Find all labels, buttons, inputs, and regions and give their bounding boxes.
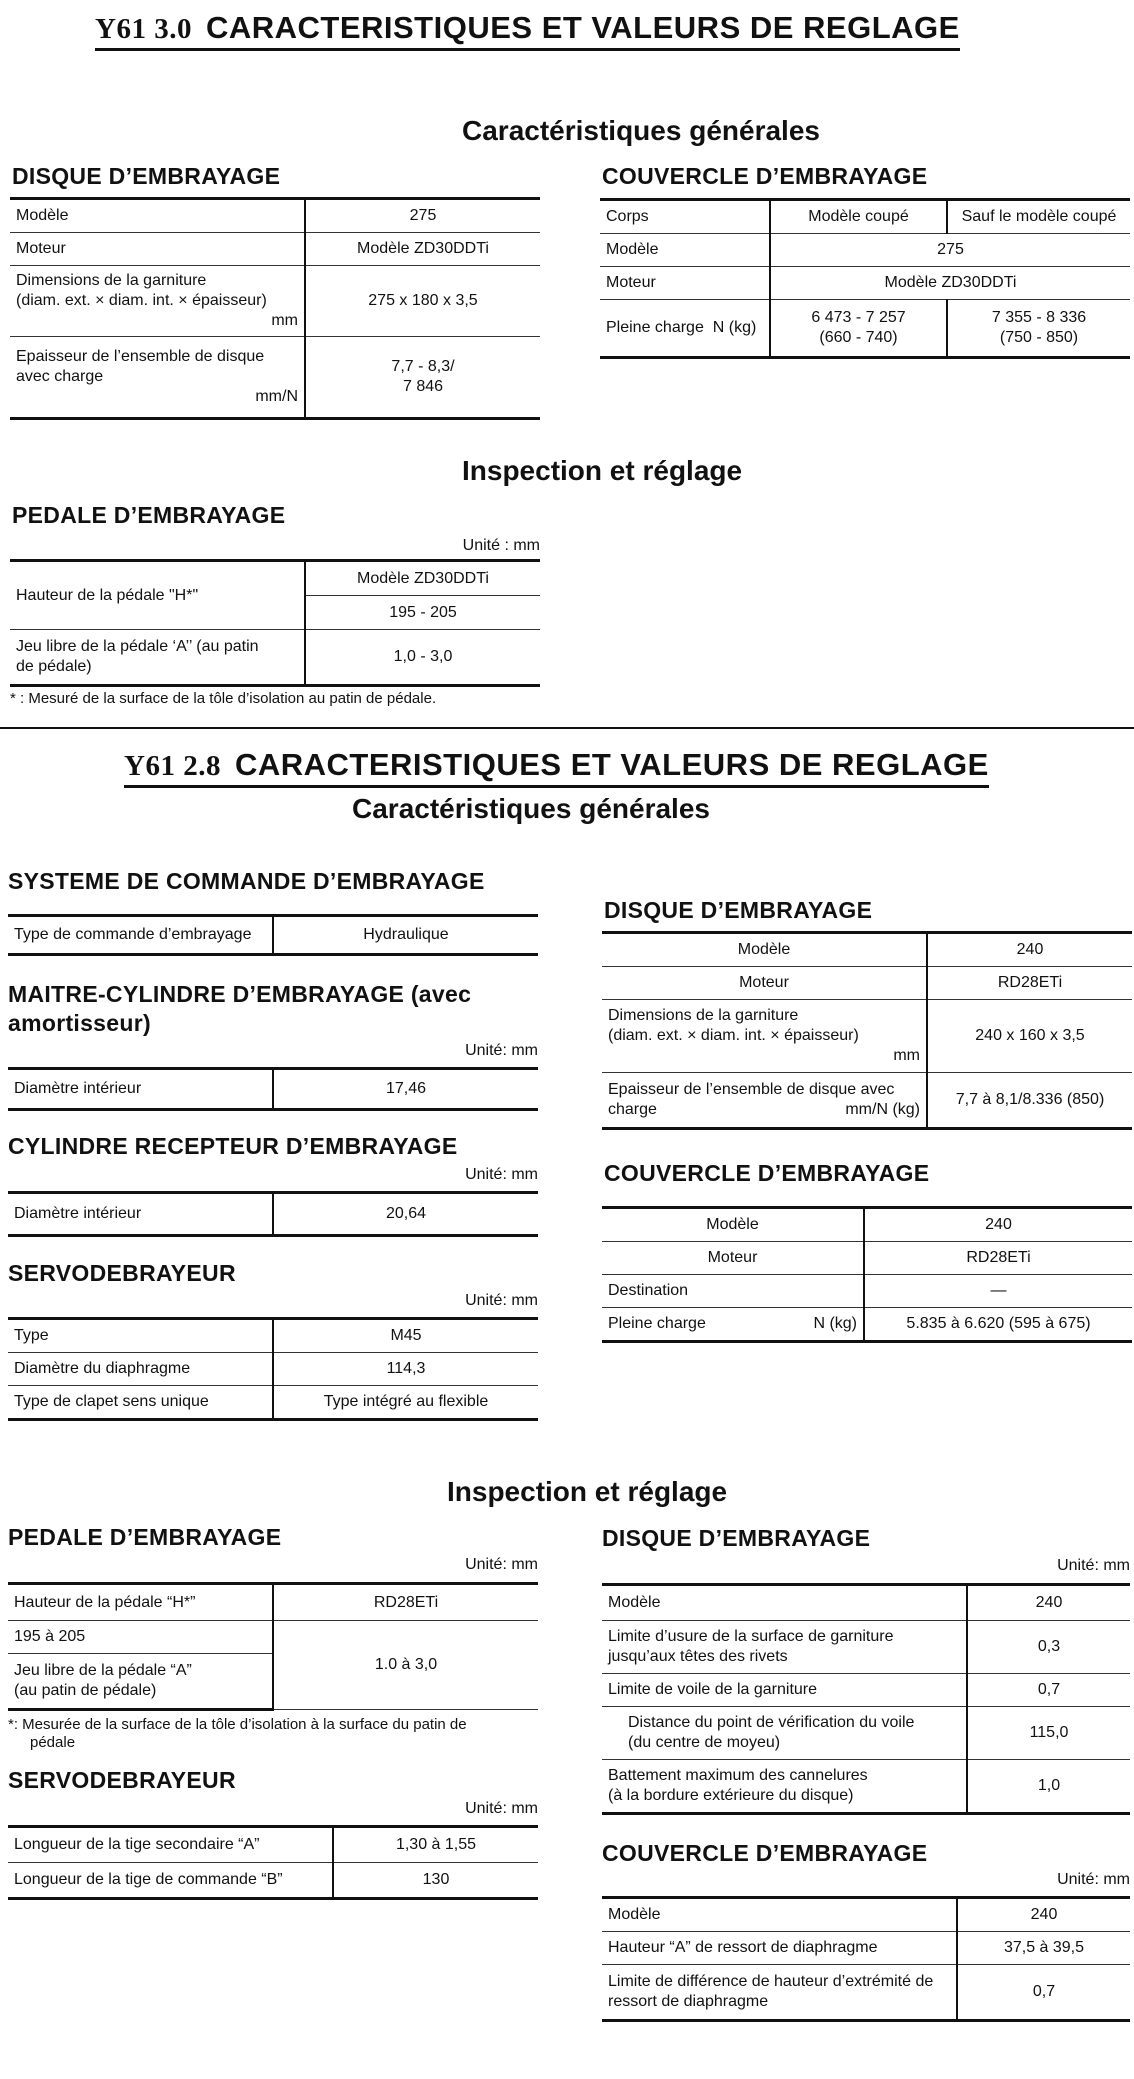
cell-label: Modèle [602,1208,864,1242]
table-row [600,234,1130,267]
label-line: (à la bordure extérieure du disque) [608,1787,854,1804]
cell-label: Longueur de la tige secondaire “A” [8,1827,333,1863]
footnote: * : Mesuré de la surface de la tôle d’isolation au patin de pédale. [10,690,437,707]
table-row [8,1863,538,1899]
cell-label: Hauteur de la pédale "H*" [10,561,305,630]
table-couvercle-inspection [602,1896,1130,2022]
value-line: 7 355 - 8 336 [991,309,1087,326]
section-heading-disque: DISQUE D’EMBRAYAGE [602,1525,871,1551]
table-row [602,1242,1132,1275]
table-row [602,1932,1130,1965]
cell-value: RD28ETi [927,967,1132,1000]
label-line: ressort de diaphragme [608,1993,769,2010]
cell-label: Modèle [600,234,770,267]
cell-label: Hauteur de la pédale “H*” [8,1584,273,1621]
unit-label: Unité: mm [465,1800,538,1817]
cell-value: 195 - 205 [305,596,540,630]
inspection-title: Inspection et réglage [447,1476,728,1507]
table-systeme [8,914,538,956]
cell-label: Diamètre intérieur [8,1193,273,1236]
section-heading-systeme: SYSTEME DE COMMANDE D’EMBRAYAGE [8,868,485,894]
section-heading-disque: DISQUE D’EMBRAYAGE [12,163,281,189]
table-row [602,1275,1132,1308]
table-row [602,1000,1132,1073]
cell-label: Moteur [602,1242,864,1275]
cell-value: 240 x 160 x 3,5 [927,1000,1132,1073]
section-heading-disque: DISQUE D’EMBRAYAGE [604,897,873,923]
table-pedale-28 [8,1582,538,1711]
cell-value: 240 [957,1898,1130,1932]
cell-value: 0,7 [957,1965,1130,2021]
cell-label [10,630,305,686]
footnote [8,1716,538,1752]
table-row [602,1898,1130,1932]
heading-line: MAITRE-CYLINDRE D’EMBRAYAGE (avec [8,981,472,1007]
section-heading-couvercle: COUVERCLE D’EMBRAYAGE [602,163,928,189]
cell-value: Modèle ZD30DDTi [770,267,1130,300]
model-name: Y61 2.8 [124,750,221,782]
cell-label [602,1308,864,1342]
unit-label: Unité: mm [465,1042,538,1059]
cell-label [602,1707,967,1760]
unit-label: Unité: mm [465,1292,538,1309]
cell-label [602,1760,967,1814]
table-servodebrayeur-inspection [8,1825,538,1900]
general-title: Caractéristiques générales [462,115,820,146]
table-row [602,1308,1132,1342]
section-heading-couvercle: COUVERCLE D’EMBRAYAGE [602,1840,928,1866]
table-pedale-30 [10,559,540,687]
cell-value: 240 [967,1585,1130,1621]
table-disque-inspection [602,1583,1130,1815]
cell-value [305,337,540,419]
label-line: (au patin de pédale) [14,1682,157,1699]
table-disque-28 [602,931,1132,1130]
cell-label [602,1621,967,1674]
note-line: pédale [30,1734,76,1751]
table-row [8,1827,538,1863]
general-title: Caractéristiques générales [352,793,710,824]
cell-label [602,1965,957,2021]
label-line: Limite d’usure de la surface de garniture [608,1628,894,1645]
cell-label: Modèle [10,199,305,233]
unit-text: mm [893,1047,920,1064]
value-line: (660 - 740) [819,329,898,346]
cell-value: Modèle coupé [770,200,947,234]
table-row [600,300,1130,358]
page-title-y61-28 [124,747,989,788]
table-servodebrayeur [8,1317,538,1421]
label-line: Dimensions de la garniture [608,1007,799,1024]
cell-label: Moteur [10,233,305,266]
cell-value: 1,30 à 1,55 [333,1827,538,1863]
cell-label [602,1073,927,1129]
section-heading-servodebrayeur: SERVODEBRAYEUR [8,1767,236,1793]
unit-label: Unité: mm [1057,1557,1130,1574]
table-row [8,916,538,955]
cell-label: Modèle [602,933,927,967]
table-row [8,1353,538,1386]
cell-value: 37,5 à 39,5 [957,1932,1130,1965]
cell-label: Type de commande d’embrayage [8,916,273,955]
cell-label: Type [8,1319,273,1353]
cell-label: Modèle [602,1898,957,1932]
cell-value: RD28ETi [273,1584,538,1621]
label-line: Epaisseur de l’ensemble de disque [16,348,265,365]
label-line: Battement maximum des cannelures [608,1767,868,1784]
table-row [602,933,1132,967]
table-recepteur [8,1191,538,1237]
unit-text: mm/N [255,388,298,405]
section-divider [0,727,1134,729]
cell-value: Modèle ZD30DDTi [305,561,540,596]
label-line: jusqu’aux têtes des rivets [608,1648,788,1665]
value-line: 6 473 - 7 257 [811,309,906,326]
cell-label [600,300,770,358]
table-row [602,1073,1132,1129]
label-line: Epaisseur de l’ensemble de disque avec [608,1081,895,1098]
cell-value: 114,3 [273,1353,538,1386]
section-heading-recepteur: CYLINDRE RECEPTEUR D’EMBRAYAGE [8,1133,458,1159]
label-line: Pleine charge [606,319,704,336]
cell-value: 275 [305,199,540,233]
label-line: charge [608,1101,657,1118]
unit-label: Unité: mm [465,1556,538,1573]
table-disque-30 [10,197,540,420]
cell-label: Diamètre du diaphragme [8,1353,273,1386]
table-row [10,266,540,337]
table-maitre-cylindre [8,1067,538,1111]
cell-value: 5.835 à 6.620 (595 à 675) [864,1308,1132,1342]
cell-label: Destination [602,1275,864,1308]
inspection-title: Inspection et réglage [462,455,743,486]
table-row [8,1386,538,1420]
cell-value: 115,0 [967,1707,1130,1760]
unit-text: mm [271,312,298,329]
cell-value: M45 [273,1319,538,1353]
cell-value: Sauf le modèle coupé [947,200,1130,234]
table-row [10,561,540,596]
cell-label: 195 à 205 [8,1621,273,1654]
cell-value: 240 [927,933,1132,967]
label-line: Pleine charge [608,1315,706,1332]
table-couvercle-28 [602,1206,1132,1343]
table-row [602,1760,1130,1814]
cell-label: Corps [600,200,770,234]
cell-value: 20,64 [273,1193,538,1236]
cell-value: 7,7 à 8,1/8.336 (850) [927,1073,1132,1129]
table-row [600,200,1130,234]
value-line: 7,7 - 8,3/ [391,358,455,375]
label-line: avec charge [16,368,104,385]
cell-value: 1.0 à 3,0 [273,1621,538,1710]
note-line: *: Mesurée de la surface de la tôle d’isolation à la surface du patin de [8,1716,467,1733]
table-row [602,1621,1130,1674]
label-line: Jeu libre de la pédale ‘A’’ (au patin [16,638,259,655]
section-heading-couvercle: COUVERCLE D’EMBRAYAGE [604,1160,930,1186]
cell-value: Hydraulique [273,916,538,955]
cell-value: 1,0 - 3,0 [305,630,540,686]
label-line: Limite de différence de hauteur d’extrémité de [608,1973,934,1990]
table-row [8,1584,538,1621]
unit-text: N (kg) [813,1315,857,1332]
cell-label: Moteur [600,267,770,300]
label-line: (diam. ext. × diam. int. × épaisseur) [16,292,267,309]
cell-value: 130 [333,1863,538,1899]
label-line: Dimensions de la garniture [16,272,207,289]
label-line: Jeu libre de la pédale “A” [14,1662,192,1679]
cell-value: Type intégré au flexible [273,1386,538,1420]
cell-label: Moteur [602,967,927,1000]
label-line: (du centre de moyeu) [628,1734,781,1751]
cell-value: 275 x 180 x 3,5 [305,266,540,337]
table-row [600,267,1130,300]
cell-value [947,300,1130,358]
table-row [10,233,540,266]
cell-value: 0,3 [967,1621,1130,1674]
cell-label: Diamètre intérieur [8,1069,273,1110]
label-line: de pédale) [16,658,92,675]
table-row [602,1208,1132,1242]
table-row [8,1069,538,1110]
table-row [602,1674,1130,1707]
cell-value: RD28ETi [864,1242,1132,1275]
cell-value: 0,7 [967,1674,1130,1707]
table-row [8,1193,538,1236]
table-row [10,630,540,686]
cell-label: Modèle [602,1585,967,1621]
table-row [10,337,540,419]
cell-label [602,1000,927,1073]
title-text: CARACTERISTIQUES ET VALEURS DE REGLAGE [205,10,960,45]
section-heading-pedale: PEDALE D’EMBRAYAGE [12,502,286,528]
cell-label [8,1654,273,1710]
table-couvercle-30 [600,198,1130,359]
section-heading-maitre-cylindre [8,980,471,1038]
table-row [602,1707,1130,1760]
label-line: (diam. ext. × diam. int. × épaisseur) [608,1027,859,1044]
table-row [602,1965,1130,2021]
cell-label: Longueur de la tige de commande “B” [8,1863,333,1899]
unit-label: Unité : mm [462,537,540,554]
table-row [10,199,540,233]
cell-label [10,337,305,419]
cell-value: 1,0 [967,1760,1130,1814]
cell-value: 275 [770,234,1130,267]
unit-label: Unité: mm [465,1166,538,1183]
cell-value [770,300,947,358]
title-text: CARACTERISTIQUES ET VALEURS DE REGLAGE [234,747,989,782]
cell-label: Limite de voile de la garniture [602,1674,967,1707]
table-row [602,1585,1130,1621]
unit-text: mm/N (kg) [845,1101,920,1118]
table-row [8,1319,538,1353]
table-row [602,967,1132,1000]
heading-line: amortisseur) [8,1010,151,1036]
cell-value: 17,46 [273,1069,538,1110]
section-heading-servodebrayeur: SERVODEBRAYEUR [8,1260,236,1286]
cell-value: 240 [864,1208,1132,1242]
page-title-y61-30 [95,10,960,51]
table-row [8,1621,538,1654]
model-name: Y61 3.0 [95,13,192,45]
cell-label [10,266,305,337]
unit-label: Unité: mm [1057,1871,1130,1888]
section-heading-pedale: PEDALE D’EMBRAYAGE [8,1524,282,1550]
cell-value: Modèle ZD30DDTi [305,233,540,266]
label-line: Distance du point de vérification du voile [628,1714,915,1731]
value-line: (750 - 850) [999,329,1079,346]
cell-label: Type de clapet sens unique [8,1386,273,1420]
unit-text: N (kg) [712,319,757,336]
value-line: 7 846 [402,378,444,395]
cell-value: — [864,1275,1132,1308]
cell-label: Hauteur “A” de ressort de diaphragme [602,1932,957,1965]
